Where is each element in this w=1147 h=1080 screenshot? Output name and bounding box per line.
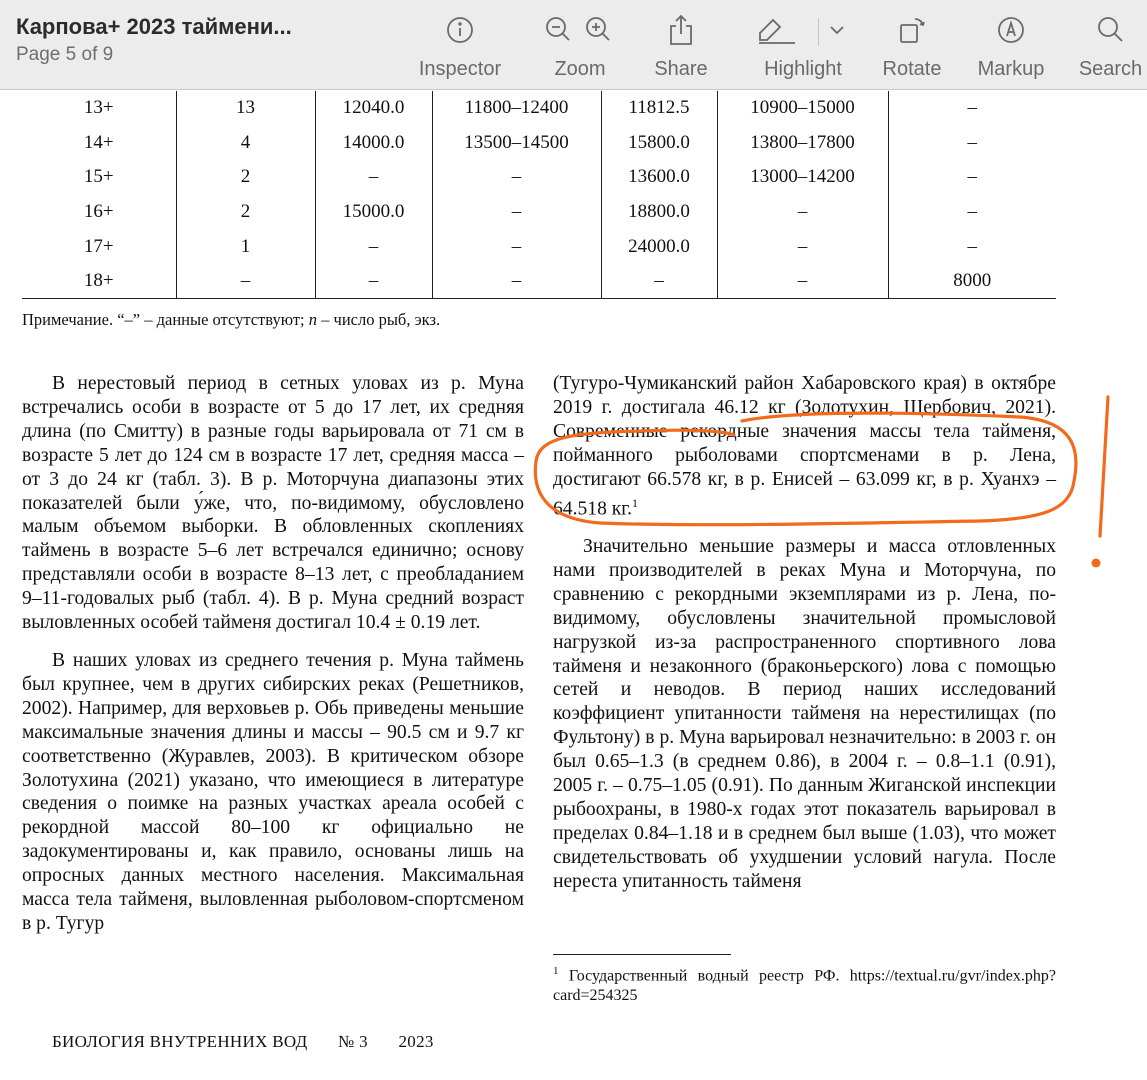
table-cell: 11812.5 — [601, 91, 717, 126]
table-cell: 17+ — [83, 235, 114, 257]
paragraph: В наших уловах из среднего течения р. Муна таймень был крупнее, чем в других сибирских реках (Решетников, 2002). Например, для верховьев р. Обь приведены меньшие максимальные значения длины и массы – 90.5 см и 9.7 кг соответственно (Журавлев, 2003). В критическом обзоре Золотухина (2021) указано, что имеющиеся в литературе сведения о поимке на разных участках ареала особей с рекордной массой 80–100 кг официально не задокументированы и, как правило, основаны лишь на опросных данных местного населения. Максимальная масса тела тайменя, выловленная рыболовом-спортсменом в р. Тугур — [22, 649, 524, 934]
table-cell: 1 — [176, 229, 315, 264]
table-cell: – — [717, 229, 888, 264]
table-cell: 13+ — [83, 97, 114, 119]
share-label: Share — [654, 58, 708, 80]
table-cell: – — [888, 229, 1056, 264]
table-row — [22, 160, 1056, 195]
rotate-icon — [897, 10, 927, 50]
search-label: Search — [1078, 58, 1143, 80]
table-cell: 14000.0 — [315, 126, 432, 161]
table-cell: – — [315, 160, 432, 195]
paragraph: В нерестовый период в сетных уловах из р. Муна встречались особи в возрасте от 5 до 17 лет, их средняя длина (по Смитту) в разные годы варьировала от 71 см в возрасте 5 лет до 124 см в возрасте 17 лет, средняя масса – от 3 до 24 кг (табл. 3). В р. Моторчуна диапазоны этих показателей были у́же, что, по-видимому, обусловлено малым объемом выборки. В обловленных скоплениях таймень в возрасте 5–6 лет встречался единично; основу представляли особи в возрасте 8–13 лет, с преобладанием 9–11-годовалых рыб (табл. 4). В р. Муна средний возраст выловленных особей тайменя достигал 10.4 ± 0.19 лет. — [22, 373, 524, 634]
inspector-label: Inspector — [418, 58, 502, 80]
exclamation-dot — [1092, 559, 1101, 568]
share-icon — [667, 10, 695, 50]
zoom-icons — [544, 10, 616, 50]
table-cell: – — [315, 229, 432, 264]
page-indicator: Page 5 of 9 — [16, 44, 114, 65]
table-cell: 13800–17800 — [717, 126, 888, 161]
table-cell: 15800.0 — [601, 126, 717, 161]
table-cell: – — [888, 195, 1056, 230]
table-cell: – — [315, 264, 432, 299]
table-cell: 2 — [176, 195, 315, 230]
table-cell: 24000.0 — [601, 229, 717, 264]
zoom-label: Zoom — [554, 58, 606, 80]
paragraph: (Тугуро-Чумиканский район Хабаровского края) в октябре 2019 г. достигала 46.12 кг (Золотухин, Щербович, 2021). Современные рекордные значения массы тела тайменя, пойманного рыболовами спортсменами в р. Лена, достигают 66.578 кг, в р. Енисей – 63.099 кг, в р. Хуанхэ – 64.518 кг.$^1$ — [553, 373, 1056, 520]
table-cell: – — [432, 229, 601, 264]
table-cell: – — [432, 195, 601, 230]
document-title: Карпова+ 2023 таймени... — [16, 14, 292, 39]
share-button[interactable] — [648, 10, 714, 81]
table-row — [22, 229, 1056, 264]
table-cell: 18+ — [22, 264, 176, 299]
table-row — [22, 195, 1056, 230]
markup-icon — [996, 10, 1026, 50]
table-cell: 13500–14500 — [432, 126, 601, 161]
toolbar-divider — [818, 18, 819, 46]
table-cell: 15+ — [83, 166, 114, 188]
table-cell: 2 — [176, 160, 315, 195]
highlight-label: Highlight — [764, 58, 842, 80]
table-row — [22, 264, 1056, 299]
markup-button[interactable] — [968, 10, 1054, 81]
table-cell: 16+ — [83, 201, 114, 223]
table-cell: 12040.0 — [315, 91, 432, 126]
table-cell: – — [888, 160, 1056, 195]
table-cell: 13 — [176, 91, 315, 126]
left-column — [22, 372, 524, 936]
table-cell: 18800.0 — [601, 195, 717, 230]
table-cell: 15000.0 — [315, 195, 432, 230]
table-note: Примечание. “–” – данные отсутствуют; n – число рыб, экз. — [22, 310, 441, 329]
table-cell: – — [888, 91, 1056, 126]
year: 2023 — [398, 1032, 434, 1051]
table-cell: – — [601, 264, 717, 299]
pdf-page[interactable] — [0, 91, 1147, 1080]
data-table — [22, 91, 1056, 299]
search-icon — [1096, 10, 1126, 50]
rotate-button[interactable] — [876, 10, 948, 81]
inspector-button[interactable] — [412, 10, 508, 81]
journal-name: БИОЛОГИЯ ВНУТРЕННИХ ВОД — [52, 1032, 308, 1051]
table-cell: – — [432, 264, 601, 299]
paragraph: Значительно меньшие размеры и масса отловленных нами производителей в реках Муна и Моторчуна, по сравнению с рекордными экземплярами из р. Лена, по-видимому, обусловлены значительной промысловой нагрузкой из-за распространенного спортивного лова тайменя и незаконного (браконьерского) лова с помощью сетей и неводов. В период наших исследований коэффициент упитанности тайменя на нерестилищах (по Фультону) в р. Муна варьировал незначительно: в 2003 г. он был 0.65–1.3 (в среднем 0.86), в 2004 г. – 0.8–1.1 (0.91), 2005 г. – 0.75–1.05 (0.91). По данным Жиганской инспекции рыбоохраны, в 1980-х годах этот показатель варьировал в пределах 0.84–1.18 и в среднем был выше (1.03), что может свидетельствовать об ухудшении условий нагула. После нереста упитанность тайменя — [553, 535, 1056, 892]
table-cell: 13000–14200 — [717, 160, 888, 195]
search-button[interactable] — [1074, 10, 1147, 81]
table-row — [22, 91, 1056, 126]
page-footer — [52, 1032, 460, 1052]
table-row — [22, 126, 1056, 161]
footnote-marker: 1 — [632, 495, 639, 510]
highlight-icons — [755, 10, 851, 50]
table-cell: 10900–15000 — [717, 91, 888, 126]
table-cell: 4 — [176, 126, 315, 161]
markup-label: Markup — [977, 58, 1045, 80]
zoom-button[interactable] — [540, 10, 620, 81]
table-cell: 14+ — [83, 131, 114, 153]
table-cell: – — [432, 160, 601, 195]
right-column — [553, 372, 1056, 894]
rotate-label: Rotate — [882, 58, 942, 80]
table-cell: – — [176, 264, 315, 299]
issue-number: № 3 — [338, 1032, 368, 1051]
exclamation-mark — [1100, 397, 1108, 536]
table-cell: – — [717, 264, 888, 299]
table-cell: 13600.0 — [601, 160, 717, 195]
table-cell: – — [888, 126, 1056, 161]
table-cell: 11800–12400 — [432, 91, 601, 126]
table-cell: 8000 — [888, 264, 1056, 299]
footnote: $^1$ Государственный водный реестр РФ. https://textual.ru/gvr/index.php?card=254325 — [553, 965, 1056, 1005]
highlight-button[interactable] — [755, 10, 851, 81]
toolbar — [0, 0, 1147, 90]
footnote-rule — [553, 954, 731, 955]
table-cell: – — [717, 195, 888, 230]
info-icon — [445, 10, 475, 50]
